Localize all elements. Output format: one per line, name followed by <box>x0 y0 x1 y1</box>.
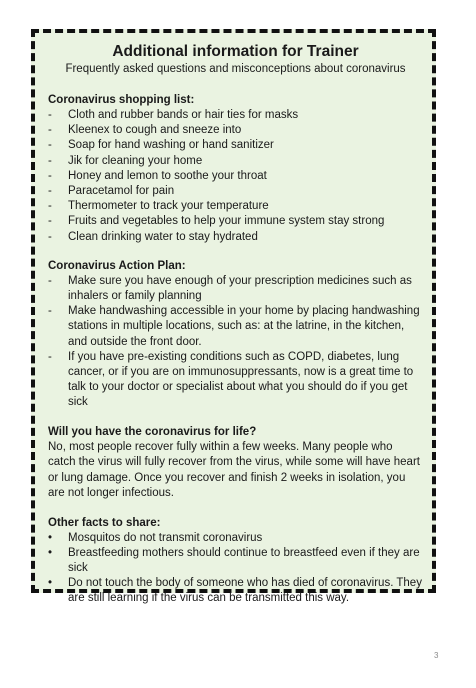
dash-marker: - <box>48 350 52 363</box>
bullet-marker: • <box>48 577 53 590</box>
list-item <box>48 576 423 606</box>
dash-marker: - <box>48 124 52 137</box>
shopping-list <box>48 108 423 245</box>
bullet-marker: • <box>48 531 53 544</box>
shopping-list-heading: Coronavirus shopping list: <box>48 94 195 106</box>
panel-content <box>48 42 423 621</box>
list-item <box>48 274 423 304</box>
page-number: 3 <box>434 651 439 660</box>
list-item-text: Mosquitos do not transmit coronavirus <box>68 531 263 544</box>
list-item-text: Soap for hand washing or hand sanitizer <box>68 139 274 152</box>
list-item-text: Fruits and vegetables to help your immune system stay strong <box>68 215 385 228</box>
dash-marker: - <box>48 274 52 287</box>
dash-marker: - <box>48 305 52 318</box>
list-item <box>48 199 423 214</box>
for-life-heading: Will you have the coronavirus for life? <box>48 425 257 438</box>
list-item-text: Do not touch the body of someone who has died of coronavirus. They are still learning if the virus can be transmitted this way. <box>68 577 422 605</box>
list-item <box>48 154 423 169</box>
list-item <box>48 138 423 153</box>
list-item <box>48 304 423 350</box>
trainer-info-panel <box>31 29 436 605</box>
list-item <box>48 230 423 245</box>
for-life-section <box>48 425 423 502</box>
dash-marker: - <box>48 154 52 167</box>
bullet-marker: • <box>48 546 53 559</box>
dash-marker: - <box>48 169 52 182</box>
dash-marker: - <box>48 215 52 228</box>
list-item-text: Honey and lemon to soothe your throat <box>68 169 267 182</box>
other-facts-section <box>48 516 423 607</box>
list-item <box>48 546 423 576</box>
action-plan-heading: Coronavirus Action Plan: <box>48 259 186 272</box>
list-item-text: If you have pre-existing conditions such as COPD, diabetes, lung cancer, or if you are on immunosuppressants, now is a great time to talk to your doctor or specialist about what you should do if you get sick <box>68 350 414 409</box>
dash-marker: - <box>48 230 52 243</box>
list-item <box>48 184 423 199</box>
action-plan-section <box>48 259 423 411</box>
list-item <box>48 214 423 229</box>
dash-marker: - <box>48 200 52 213</box>
list-item-text: Clean drinking water to stay hydrated <box>68 230 258 243</box>
list-item <box>48 531 423 546</box>
list-item-text: Paracetamol for pain <box>68 185 175 198</box>
list-item-text: Make handwashing accessible in your home by placing handwashing stations in multiple locations, such as: at the latrine, in the kitchen, and outside the front door. <box>68 305 420 348</box>
dash-marker: - <box>48 139 52 152</box>
list-item <box>48 108 423 123</box>
list-item-text: Thermometer to track your temperature <box>68 200 269 213</box>
for-life-text: No, most people recover fully within a few weeks. Many people who catch the virus will fully recover from the virus, while some will have heart or lung damage. Once you recover and finish 2 weeks in isolation, you are not longer infectious. <box>48 440 420 500</box>
list-item-text: Make sure you have enough of your prescription medicines such as inhalers or family planning <box>68 274 412 303</box>
list-item <box>48 123 423 138</box>
list-item-text: Jik for cleaning your home <box>68 154 203 167</box>
other-facts-list <box>48 531 423 607</box>
list-item <box>48 350 423 411</box>
dash-marker: - <box>48 185 52 198</box>
panel-title: Additional information for Trainer <box>112 43 359 60</box>
other-facts-heading: Other facts to share: <box>48 516 161 529</box>
list-item-text: Breastfeeding mothers should continue to breastfeed even if they are sick <box>68 546 420 575</box>
dash-marker: - <box>48 109 52 121</box>
shopping-list-section <box>48 93 423 245</box>
list-item-text: Kleenex to cough and sneeze into <box>68 124 242 137</box>
panel-subtitle: Frequently asked questions and misconceptions about coronavirus <box>65 63 406 75</box>
list-item <box>48 169 423 184</box>
action-plan-list <box>48 274 423 411</box>
list-item-text: Cloth and rubber bands or hair ties for masks <box>68 109 299 121</box>
